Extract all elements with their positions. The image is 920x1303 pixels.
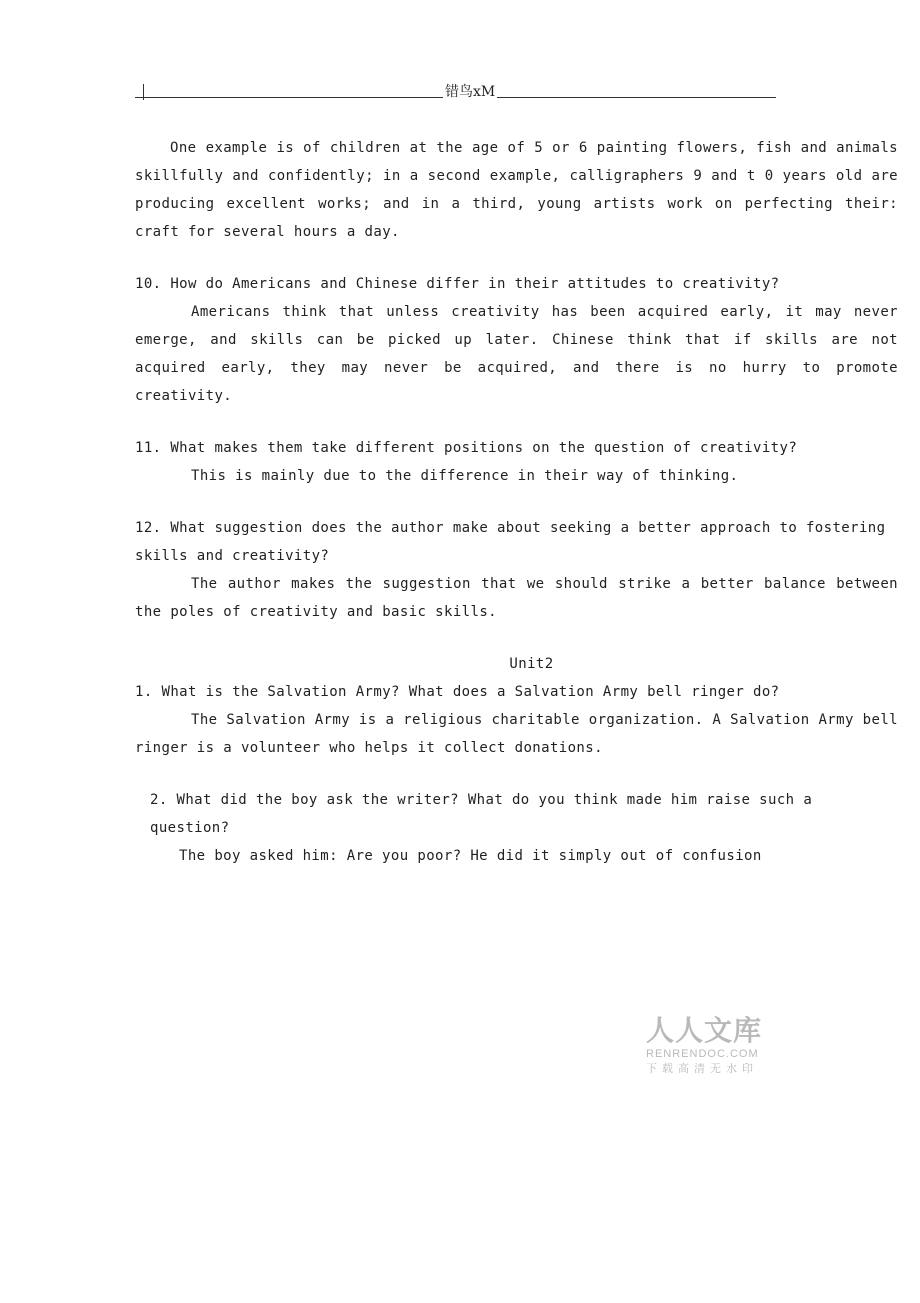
- header-tick-mark: [143, 84, 144, 100]
- watermark-logo: [646, 1014, 776, 1076]
- watermark-title: 人人文库: [646, 1014, 763, 1047]
- unit2-answer-2: The boy asked him: Are you poor? He did it simply out of confusion: [179, 848, 762, 864]
- answer-12: The author makes the suggestion that we should strike a better balance between the poles of creativity and basic skills.: [135, 576, 898, 620]
- answer-10: Americans think that unless creativity has been acquired early, it may never emerge, and skills can be picked up later. Chinese think that if skills are not acquired early, they may never be acquired, and there is no hurry to promote creativity.: [135, 304, 898, 404]
- intro-paragraph: One example is of children at the age of 5 or 6 painting flowers, fish and animals skillfully and confidently; in a second example, calligraphers 9 and t 0 years old are producing excellent works; and in a third, young artists work on perfecting their: craft for several hours a day.: [135, 140, 898, 240]
- question-12: 12. What suggestion does the author make about seeking a better approach to fostering skills and creativity?: [135, 520, 886, 564]
- watermark-url: RENRENDOC.COM: [646, 1048, 759, 1060]
- document-body: [135, 134, 898, 870]
- unit2-question-2: 2. What did the boy ask the writer? What do you think made him raise such a question?: [150, 792, 813, 836]
- answer-11: This is mainly due to the difference in their way of thinking.: [191, 468, 739, 484]
- unit2-heading: Unit2: [509, 656, 554, 672]
- watermark-subtitle: 下载高清无水印: [646, 1062, 758, 1075]
- header-text: 错鸟xM: [445, 84, 496, 100]
- unit2-question-1: 1. What is the Salvation Army? What does a Salvation Army bell ringer do?: [135, 684, 780, 700]
- question-10: 10. How do Americans and Chinese differ in their attitudes to creativity?: [135, 276, 780, 292]
- unit2-answer-1: The Salvation Army is a religious charitable organization. A Salvation Army bell ringer is a volunteer who helps it collect donations.: [135, 712, 898, 756]
- question-11: 11. What makes them take different positions on the question of creativity?: [135, 440, 798, 456]
- page-header: [135, 84, 776, 100]
